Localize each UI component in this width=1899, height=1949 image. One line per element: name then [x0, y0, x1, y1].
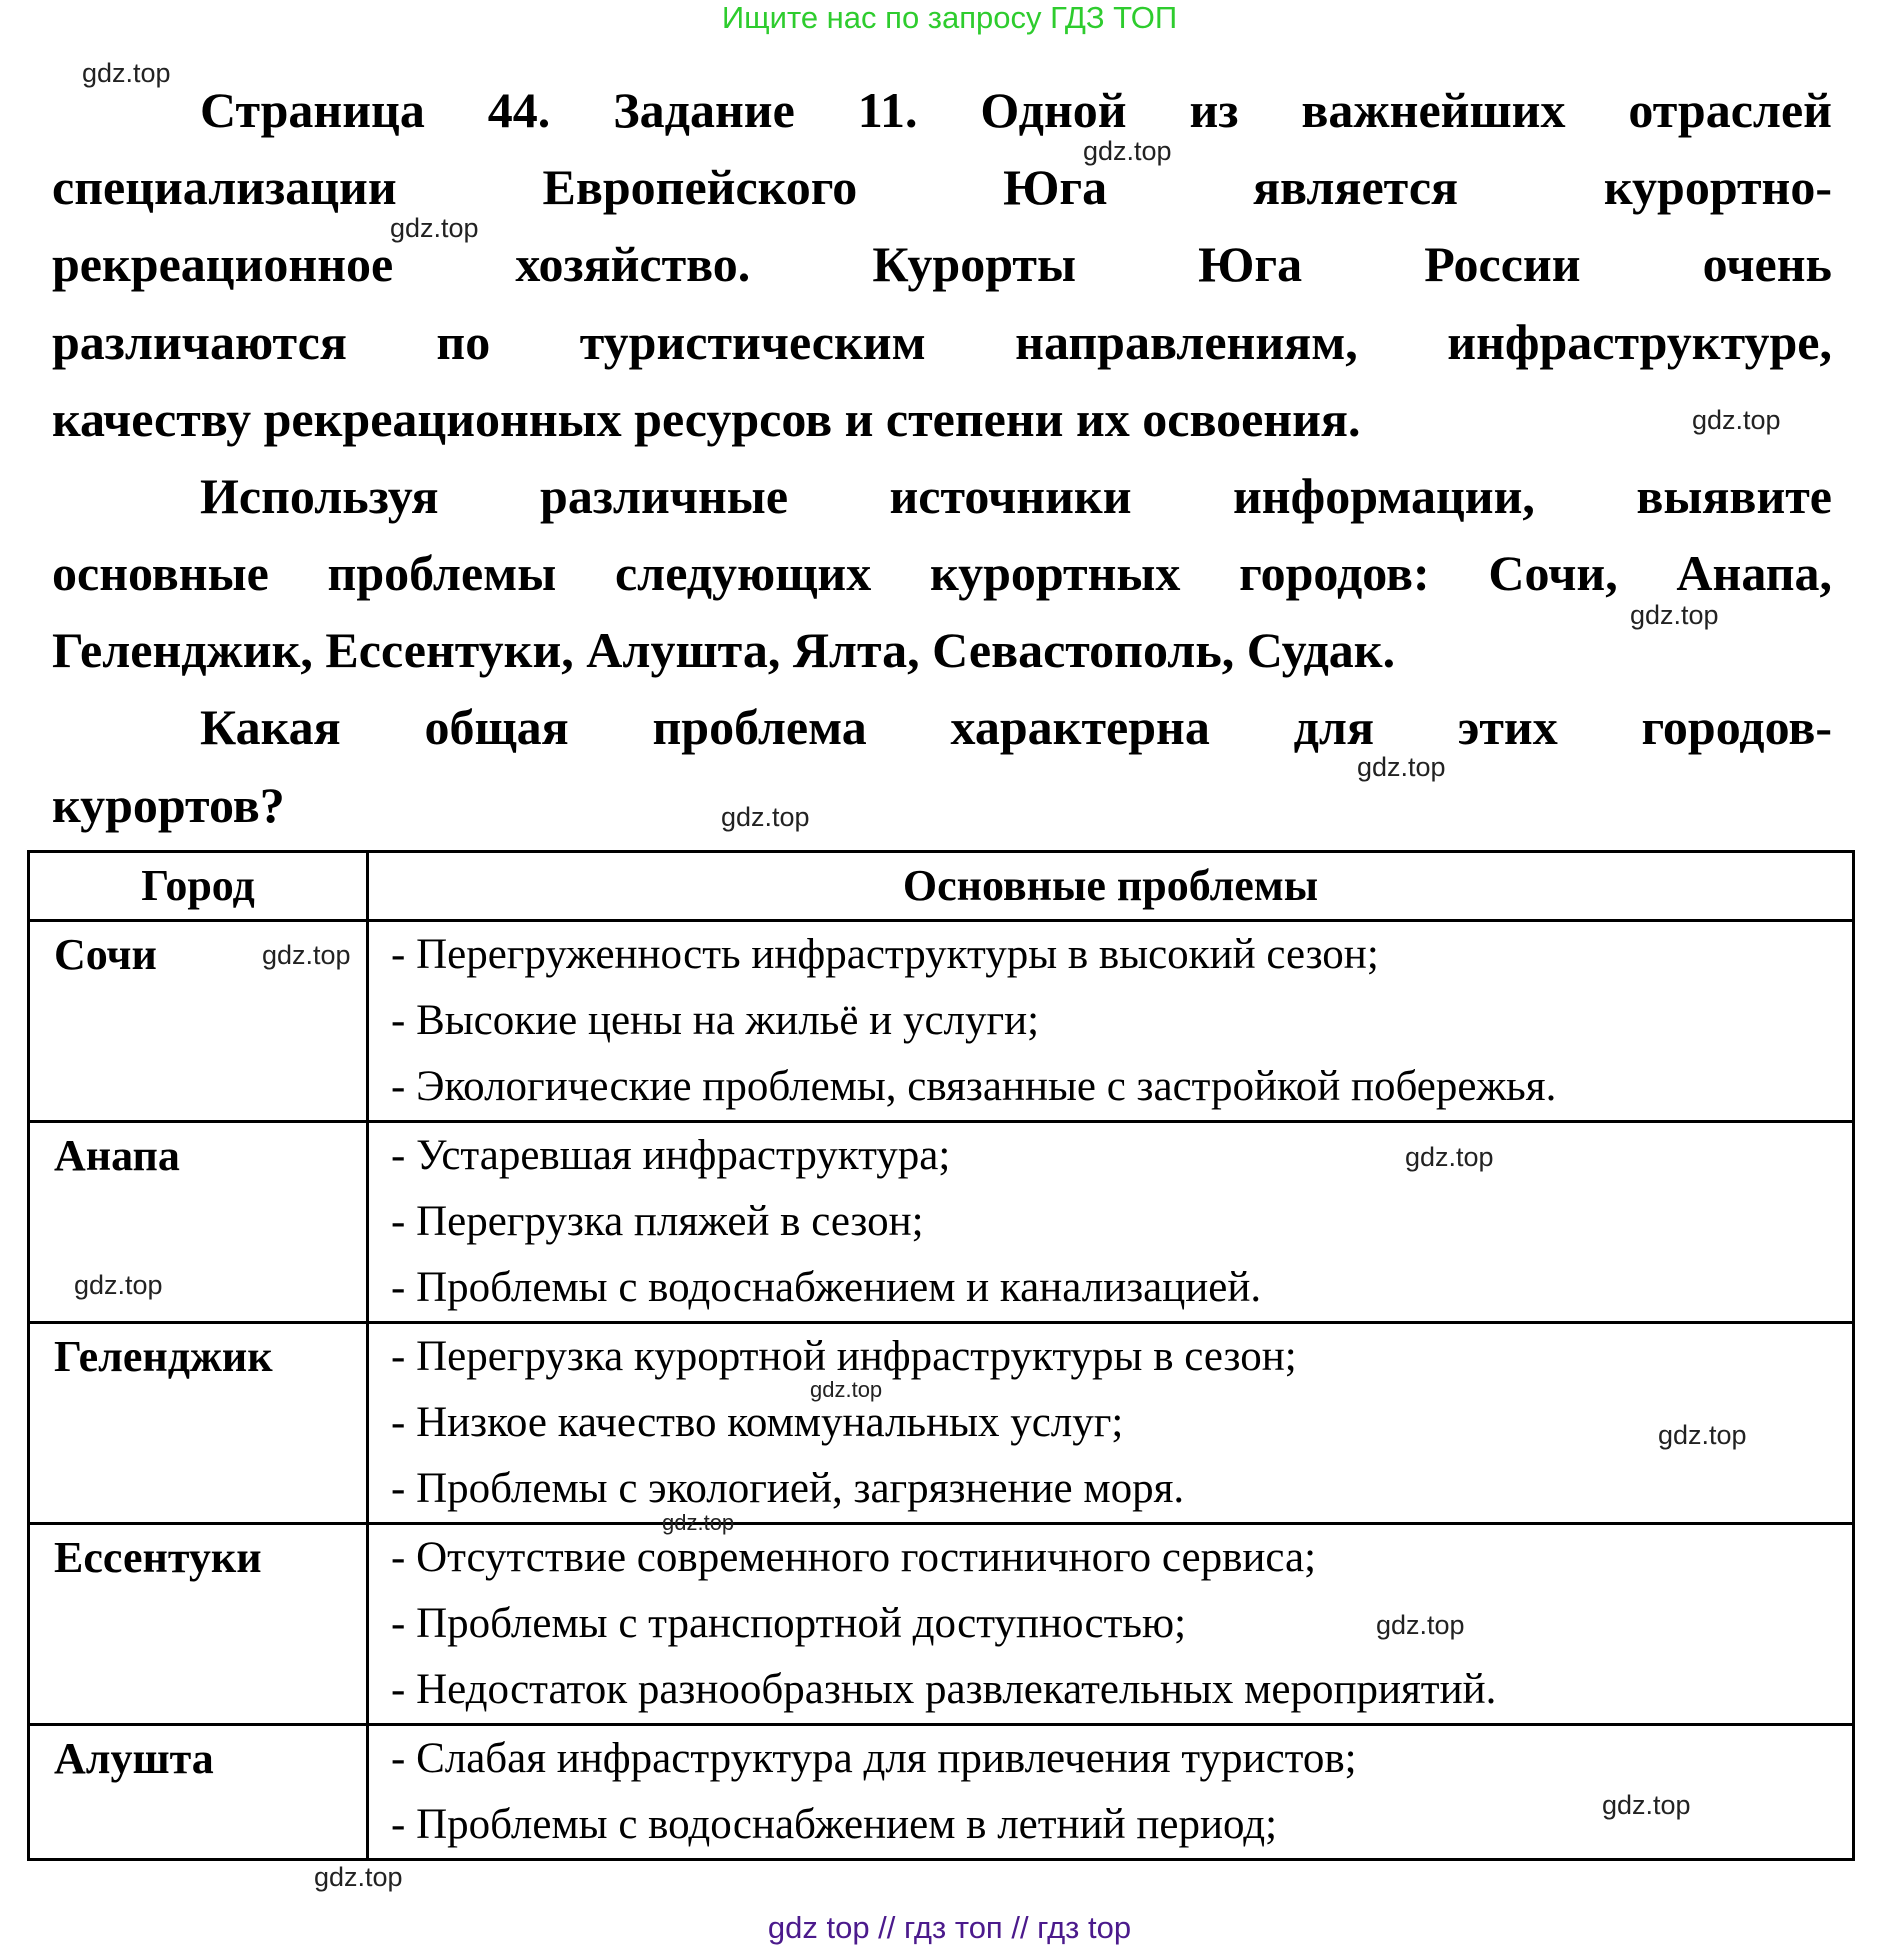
city-cell: Геленджик [29, 1323, 368, 1524]
problem-item: - Низкое качество коммунальных услуг; [391, 1399, 1124, 1446]
problems-cell [368, 1323, 1854, 1524]
problem-item: - Слабая инфраструктура для привлечения туристов; [391, 1735, 1357, 1782]
watermark: gdz.top [721, 802, 810, 832]
table-row [29, 1725, 1854, 1860]
watermark: gdz.top [390, 213, 479, 243]
watermark: gdz.top [1692, 405, 1781, 435]
task-line-3: рекреационное хозяйство. Курорты Юга России очень [52, 236, 1832, 292]
city-cell: Алушта [29, 1725, 368, 1860]
table-header-row [29, 852, 1854, 921]
watermark: gdz.top [1083, 136, 1172, 166]
watermark: gdz.top [262, 940, 351, 970]
watermark: gdz.top [1405, 1142, 1494, 1172]
task-line-10: курортов? [52, 777, 285, 833]
problems-cell [368, 1122, 1854, 1323]
watermark: gdz.top [662, 1510, 735, 1535]
task-line-2: специализации Европейского Юга является курортно- [52, 159, 1832, 215]
problem-item: - Перегрузка пляжей в сезон; [391, 1198, 924, 1245]
problems-cell [368, 921, 1854, 1122]
footer-links: gdz top // гдз топ // гдз top [767, 1910, 1132, 1945]
city-cell: Анапа [29, 1122, 368, 1323]
header-problems: Основные проблемы [368, 852, 1854, 921]
problem-item: - Проблемы с экологией, загрязнение моря. [391, 1465, 1185, 1512]
problem-item: - Проблемы с водоснабжением и канализацией. [391, 1264, 1262, 1311]
problems-cell [368, 1524, 1854, 1725]
watermark: gdz.top [1357, 752, 1446, 782]
task-line-5: качеству рекреационных ресурсов и степени их освоения. [52, 391, 1361, 447]
problem-item: - Проблемы с транспортной доступностью; [391, 1600, 1187, 1647]
problem-item: - Отсутствие современного гостиничного сервиса; [391, 1534, 1317, 1581]
problem-item: - Проблемы с водоснабжением в летний период; [391, 1801, 1278, 1848]
task-line-1: Страница 44. Задание 11. Одной из важнейших отраслей [200, 82, 1832, 138]
table-row [29, 1122, 1854, 1323]
watermark: gdz.top [810, 1377, 883, 1402]
watermark: gdz.top [1376, 1610, 1465, 1640]
task-line-9: Какая общая проблема характерна для этих городов- [200, 699, 1832, 755]
problem-item: - Перегруженность инфраструктуры в высокий сезон; [391, 931, 1379, 978]
problem-item: - Экологические проблемы, связанные с застройкой побережья. [391, 1063, 1557, 1110]
task-line-6: Используя различные источники информации, выявите [200, 468, 1832, 524]
table-row [29, 1323, 1854, 1524]
problem-item: - Устаревшая инфраструктура; [391, 1132, 951, 1179]
city-cell: Сочи [29, 921, 368, 1122]
resort-problems-table [27, 850, 1855, 1861]
problem-item: - Перегрузка курортной инфраструктуры в сезон; [391, 1333, 1297, 1380]
watermark: gdz.top [1658, 1420, 1747, 1450]
task-line-8: Геленджик, Ессентуки, Алушта, Ялта, Севастополь, Судак. [52, 622, 1396, 678]
search-banner: Ищите нас по запросу ГДЗ ТОП [721, 0, 1178, 35]
table-row [29, 1524, 1854, 1725]
problem-item: - Высокие цены на жильё и услуги; [391, 997, 1040, 1044]
city-cell: Ессентуки [29, 1524, 368, 1725]
watermark: gdz.top [74, 1270, 163, 1300]
problem-item: - Недостаток разнообразных развлекательных мероприятий. [391, 1666, 1497, 1713]
watermark: gdz.top [1602, 1790, 1691, 1820]
task-line-4: различаются по туристическим направлениям, инфраструктуре, [52, 314, 1832, 370]
header-city: Город [29, 852, 368, 921]
watermark: gdz.top [314, 1862, 403, 1892]
watermark: gdz.top [82, 58, 171, 88]
task-line-7: основные проблемы следующих курортных городов: Сочи, Анапа, [52, 545, 1832, 601]
watermark: gdz.top [1630, 600, 1719, 630]
